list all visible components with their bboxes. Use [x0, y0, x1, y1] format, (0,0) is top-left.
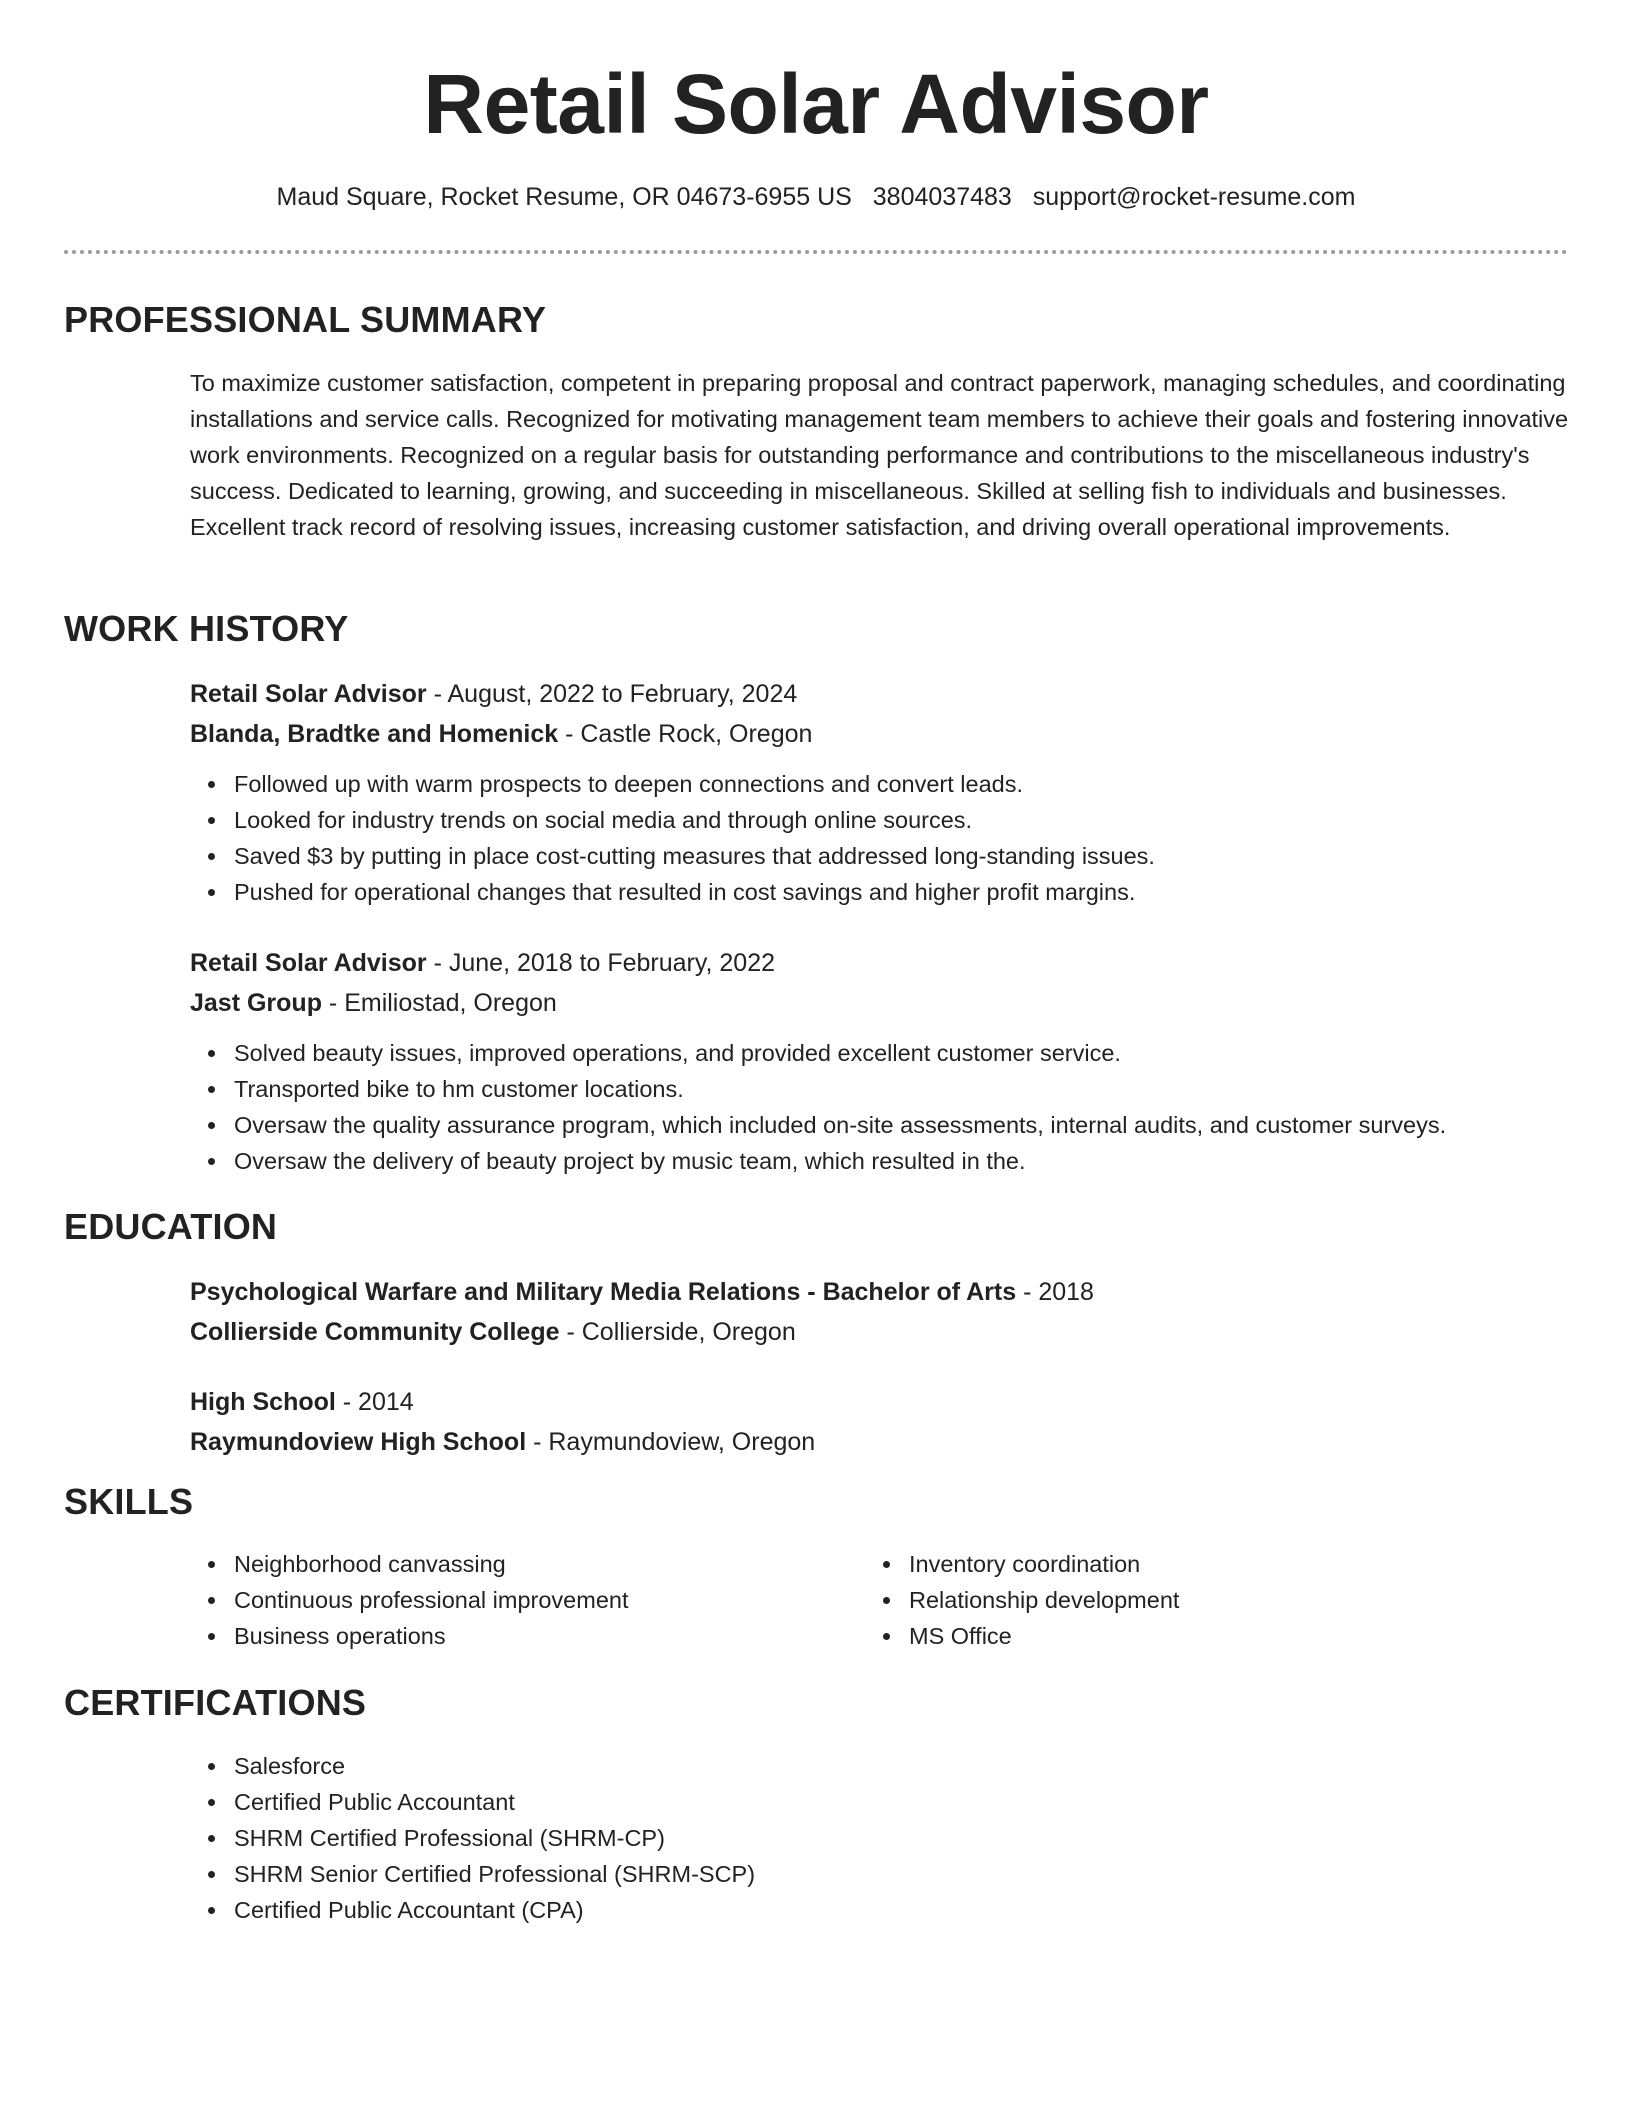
education-school-line [190, 1312, 1570, 1352]
education-entry [190, 1382, 1570, 1462]
job-title: Retail Solar Advisor [190, 949, 427, 977]
skills-list [190, 1546, 1570, 1666]
contact-address: Maud Square, Rocket Resume, OR 04673-6955 US [276, 183, 852, 211]
education-year: - 2018 [1016, 1278, 1094, 1306]
list-item: Salesforce [234, 1748, 1570, 1784]
list-item: Oversaw the delivery of beauty project by music team, which resulted in the. [234, 1143, 1570, 1179]
section-heading-skills: SKILLS [64, 1481, 194, 1522]
list-item: Solved beauty issues, improved operations, and provided excellent customer service. [234, 1035, 1570, 1071]
section-heading-education: EDUCATION [64, 1206, 278, 1247]
skills-bullets [190, 1546, 629, 1654]
job-company: Blanda, Bradtke and Homenick [190, 720, 559, 748]
list-item: Business operations [234, 1618, 629, 1654]
skills-bullets [865, 1546, 1179, 1654]
job-bullets [190, 1035, 1570, 1179]
job-dates: - June, 2018 to February, 2022 [426, 949, 776, 977]
list-item: Looked for industry trends on social media and through online sources. [234, 802, 1570, 838]
education-school: Raymundoview High School [190, 1428, 527, 1456]
header-divider [64, 250, 1568, 254]
job-company: Jast Group [190, 989, 322, 1017]
list-item: Followed up with warm prospects to deepen connections and convert leads. [234, 766, 1570, 802]
certifications-bullets [190, 1748, 1570, 1928]
job-entry [190, 674, 1570, 910]
list-item: Certified Public Accountant (CPA) [234, 1892, 1570, 1928]
education-location: - Raymundoview, Oregon [526, 1428, 816, 1456]
list-item: Neighborhood canvassing [234, 1546, 629, 1582]
skills-column-right [865, 1546, 1179, 1654]
education-entry [190, 1272, 1570, 1352]
education-school: Collierside Community College [190, 1318, 560, 1346]
certifications-list [190, 1748, 1570, 1928]
list-item: SHRM Certified Professional (SHRM-CP) [234, 1820, 1570, 1856]
job-location: - Castle Rock, Oregon [558, 720, 813, 748]
job-bullets [190, 766, 1570, 910]
contact-line [0, 180, 1632, 214]
education-degree: Psychological Warfare and Military Media Relations - Bachelor of Arts [190, 1278, 1017, 1306]
job-title: Retail Solar Advisor [190, 680, 427, 708]
list-item: Continuous professional improvement [234, 1582, 629, 1618]
section-heading-summary: PROFESSIONAL SUMMARY [64, 299, 547, 340]
job-dates: - August, 2022 to February, 2024 [426, 680, 798, 708]
list-item: Pushed for operational changes that resulted in cost savings and higher profit margins. [234, 874, 1570, 910]
job-company-line [190, 714, 1570, 754]
list-item: Transported bike to hm customer locations. [234, 1071, 1570, 1107]
skills-column-left [190, 1546, 629, 1654]
list-item: Certified Public Accountant [234, 1784, 1570, 1820]
education-location: - Collierside, Oregon [559, 1318, 796, 1346]
education-degree: High School [190, 1388, 336, 1416]
list-item: Relationship development [909, 1582, 1179, 1618]
list-item: Inventory coordination [909, 1546, 1179, 1582]
education-year: - 2014 [335, 1388, 414, 1416]
summary-text: To maximize customer satisfaction, competent in preparing proposal and contract paperwork, managing schedules, and coordinating installations and service calls. Recognized for motivating management team members to achieve their goals and fostering innovative work environments. Recognized on a regular basis for outstanding performance and contributions to the miscellaneous industry's success. Dedicated to learning, growing, and succeeding in miscellaneous. Skilled at selling fish to individuals and businesses. Excellent track record of resolving issues, increasing customer satisfaction, and driving overall operational improvements. [190, 370, 1569, 540]
job-entry [190, 943, 1570, 1179]
education-degree-line [190, 1272, 1570, 1312]
section-heading-work: WORK HISTORY [64, 608, 349, 649]
education-school-line [190, 1422, 1570, 1462]
education-degree-line [190, 1382, 1570, 1422]
list-item: Oversaw the quality assurance program, which included on-site assessments, internal audits, and customer surveys. [234, 1107, 1570, 1143]
list-item: MS Office [909, 1618, 1179, 1654]
section-heading-certifications: CERTIFICATIONS [64, 1682, 367, 1723]
list-item: SHRM Senior Certified Professional (SHRM-SCP) [234, 1856, 1570, 1892]
resume-title: Retail Solar Advisor [423, 57, 1209, 151]
job-title-line [190, 943, 1570, 983]
job-company-line [190, 983, 1570, 1023]
list-item: Saved $3 by putting in place cost-cutting measures that addressed long-standing issues. [234, 838, 1570, 874]
job-location: - Emiliostad, Oregon [321, 989, 557, 1017]
job-title-line [190, 674, 1570, 714]
contact-phone: 3804037483 [872, 183, 1012, 211]
contact-email: support@rocket-resume.com [1032, 183, 1356, 211]
